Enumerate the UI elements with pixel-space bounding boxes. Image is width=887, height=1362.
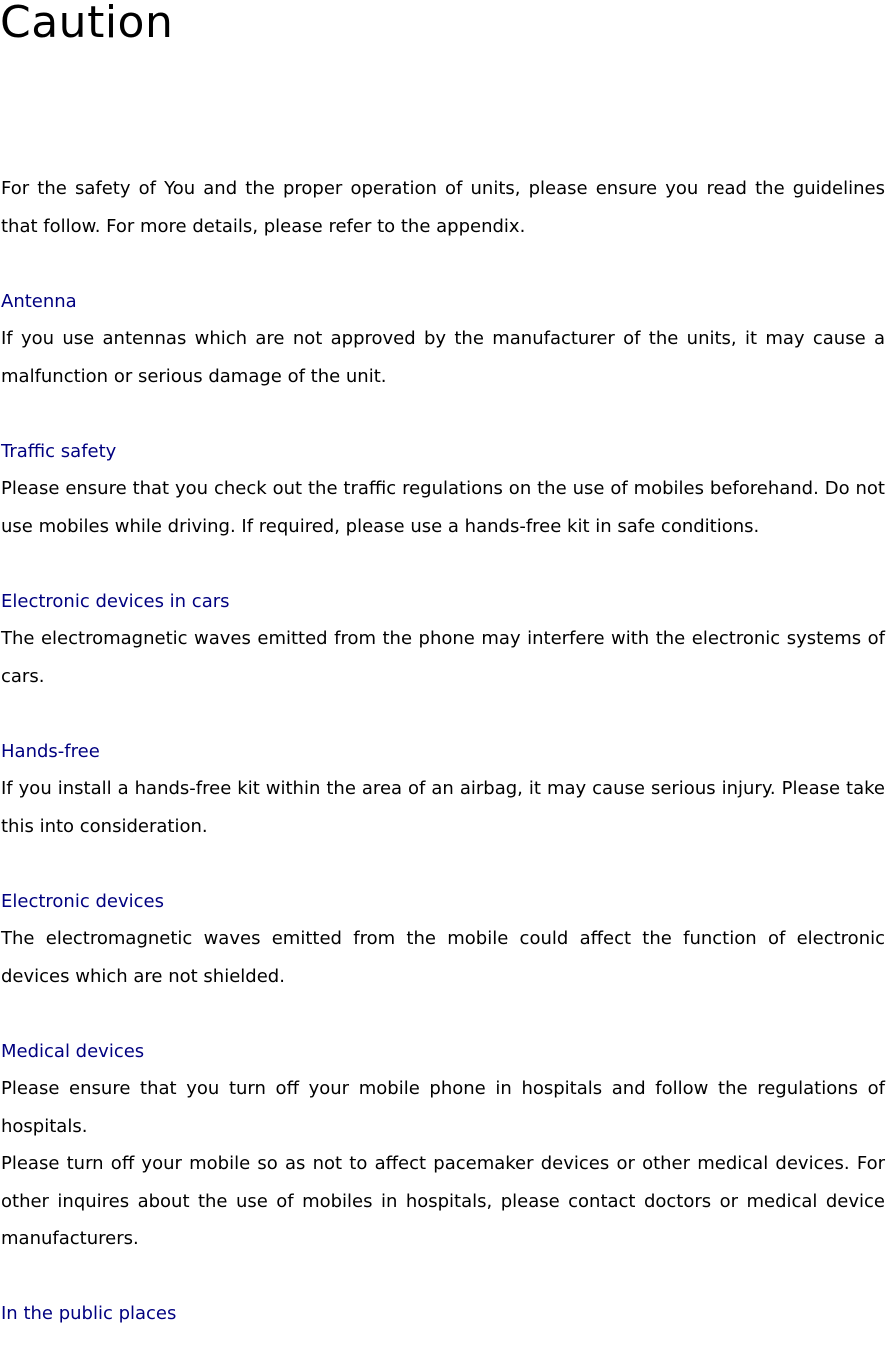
section-antenna [1, 283, 885, 396]
section-paragraph: The electromagnetic waves emitted from the mobile could affect the function of electronic devices which are not shielded. [1, 928, 885, 987]
spacer [1, 1258, 885, 1296]
section-heading: Electronic devices [1, 890, 164, 912]
page-title: Caution [0, 0, 174, 48]
section-heading: Antenna [1, 290, 77, 312]
section-paragraph: If you use antennas which are not approved by the manufacturer of the units, it may cause a malfunction or serious damage of the unit. [1, 328, 885, 387]
spacer [1, 245, 885, 283]
section-paragraph: Please ensure that you turn off your mobile phone in hospitals and follow the regulations of hospitals. [1, 1078, 885, 1137]
section-paragraph: If you install a hands-free kit within the area of an airbag, it may cause serious injury. Please take this into consideration. [1, 778, 885, 837]
spacer [1, 395, 885, 433]
spacer [1, 695, 885, 733]
spacer [1, 545, 885, 583]
section-traffic-safety [1, 433, 885, 546]
section-heading: Traffic safety [1, 440, 117, 462]
section-paragraph: Please turn off your mobile so as not to affect pacemaker devices or other medical devices. For other inquires about the use of mobiles in hospitals, please contact doctors or medical device manufacturers. [1, 1153, 885, 1249]
section-hands-free [1, 733, 885, 846]
section-paragraph: Please ensure that you check out the traffic regulations on the use of mobiles beforehand. Do not use mobiles while driving. If required, please use a hands-free kit in safe conditions. [1, 478, 885, 537]
section-electronic-devices-in-cars [1, 583, 885, 696]
section-electronic-devices [1, 883, 885, 996]
section-heading: In the public places [1, 1303, 177, 1324]
section-medical-devices [1, 1033, 885, 1258]
spacer [1, 845, 885, 883]
section-heading: Electronic devices in cars [1, 590, 230, 612]
section-heading: Hands-free [1, 740, 100, 762]
section-public-places [1, 1295, 885, 1333]
document-body [1, 170, 885, 1333]
section-paragraph: The electromagnetic waves emitted from the phone may interfere with the electronic systems of cars. [1, 628, 885, 687]
intro-paragraph: For the safety of You and the proper operation of units, please ensure you read the guidelines that follow. For more details, please refer to the appendix. [1, 178, 885, 237]
spacer [1, 995, 885, 1033]
section-heading: Medical devices [1, 1040, 145, 1062]
